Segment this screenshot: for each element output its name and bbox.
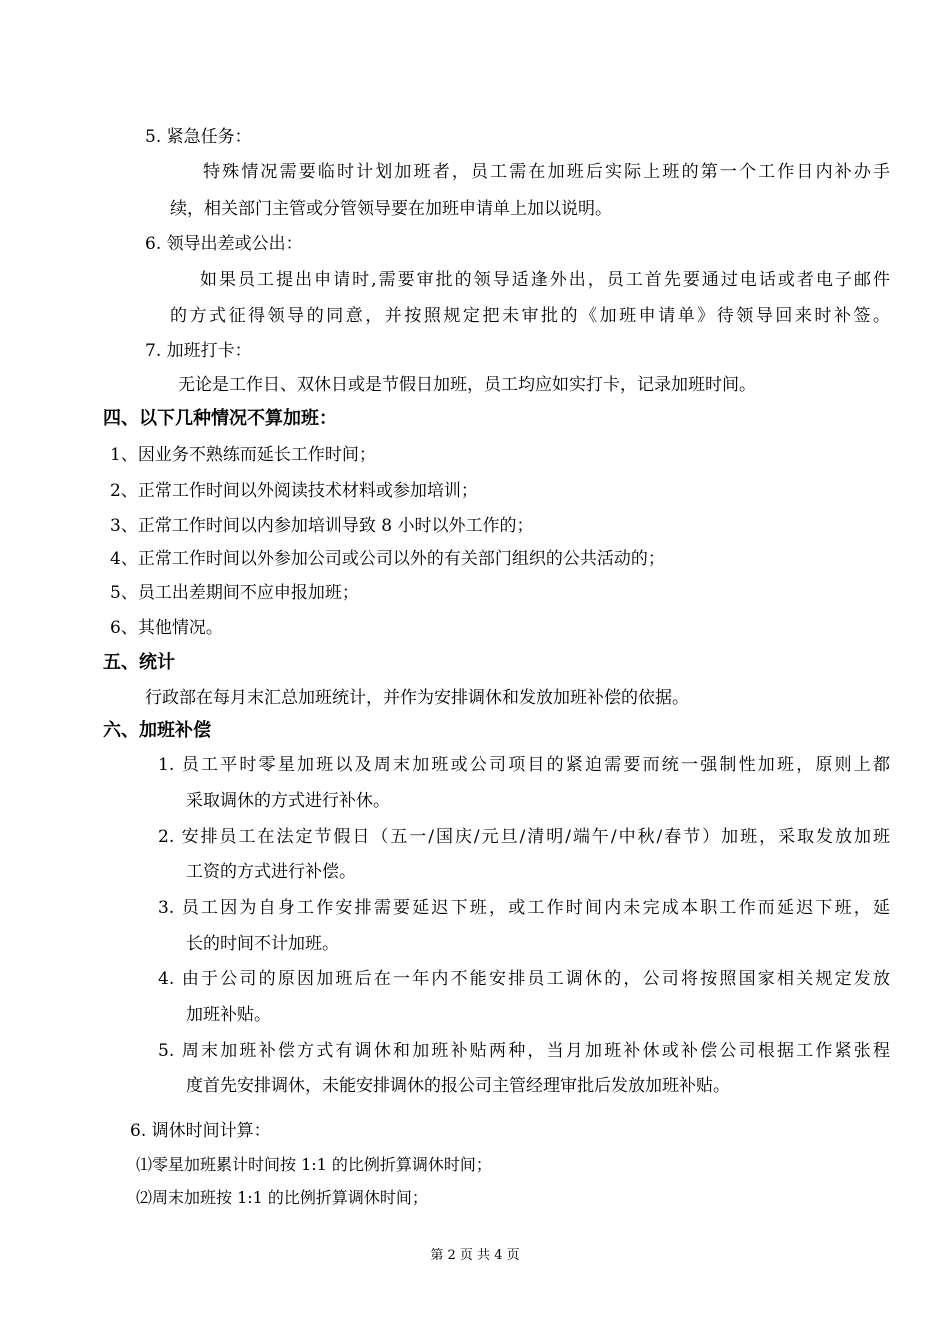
list-item-4-1: 1、因业务不熟练而延长工作时间；	[110, 445, 376, 465]
comp-item-3-line1: 3. 员工因为自身工作安排需要延迟下班，或工作时间内未完成本职工作而延迟下班，延	[158, 898, 890, 918]
comp-item-4-line2: 加班补贴。	[186, 1005, 271, 1025]
comp-item-6-title: 6. 调休时间计算：	[130, 1121, 271, 1141]
list-item-4-4: 4、正常工作时间以外参加公司或公司以外的有关部门组织的公共活动的；	[110, 549, 665, 569]
page-footer: 第 2 页 共 4 页	[430, 1248, 520, 1263]
section-6-paragraph-line2: 的方式征得领导的同意，并按照规定把未审批的《加班申请单》待领导回来时补签。	[170, 306, 890, 326]
comp-item-6-sub-1: ⑴零星加班累计时间按 1:1 的比例折算调休时间；	[136, 1155, 492, 1174]
section-6-paragraph-line1: 如果员工提出申请时,需要审批的领导适逢外出，员工首先要通过电话或者电子邮件	[200, 270, 890, 290]
comp-item-4-line1: 4. 由于公司的原因加班后在一年内不能安排员工调休的，公司将按照国家相关规定发放	[158, 969, 890, 989]
section-5-statistics-paragraph: 行政部在每月末汇总加班统计，并作为安排调休和发放加班补偿的依据。	[145, 688, 689, 708]
comp-item-2-line2: 工资的方式进行补偿。	[186, 862, 356, 882]
heading-4: 四、以下几种情况不算加班：	[103, 408, 337, 429]
section-6-title: 6. 领导出差或公出：	[145, 234, 303, 254]
comp-item-5-line2: 度首先安排调休，未能安排调休的报公司主管经理审批后发放加班补贴。	[186, 1076, 730, 1096]
comp-item-1-line1: 1. 员工平时零星加班以及周末加班或公司项目的紧迫需要而统一强制性加班，原则上都	[158, 755, 890, 775]
comp-item-6-sub-2: ⑵周末加班按 1:1 的比例折算调休时间；	[136, 1188, 428, 1207]
list-item-4-2: 2、正常工作时间以外阅读技术材料或参加培训；	[110, 481, 478, 501]
section-5-paragraph-line1: 特殊情况需要临时计划加班者，员工需在加班后实际上班的第一个工作日内补办手	[203, 162, 890, 182]
section-5-paragraph-line2: 续，相关部门主管或分管领导要在加班申请单上加以说明。	[170, 199, 612, 219]
section-5-title: 5. 紧急任务：	[145, 127, 252, 147]
list-item-4-6: 6、其他情况。	[110, 618, 223, 638]
comp-item-1-line2: 采取调休的方式进行补休。	[186, 791, 390, 811]
section-7-title: 7. 加班打卡：	[145, 341, 252, 361]
list-item-4-5: 5、员工出差期间不应申报加班；	[110, 583, 359, 603]
section-7-paragraph: 无论是工作日、双休日或是节假日加班，员工均应如实打卡，记录加班时间。	[178, 375, 756, 395]
comp-item-3-line2: 长的时间不计加班。	[186, 934, 339, 954]
comp-item-2-line1: 2. 安排员工在法定节假日（五一/国庆/元旦/清明/端午/中秋/春节）加班，采取发放加班	[158, 827, 890, 847]
list-item-4-3: 3、正常工作时间以内参加培训导致 8 小时以外工作的；	[110, 516, 534, 536]
heading-6: 六、加班补偿	[103, 720, 211, 741]
comp-item-5-line1: 5. 周末加班补偿方式有调休和加班补贴两种，当月加班补休或补偿公司根据工作紧张程	[158, 1041, 890, 1061]
heading-5: 五、统计	[103, 652, 175, 673]
